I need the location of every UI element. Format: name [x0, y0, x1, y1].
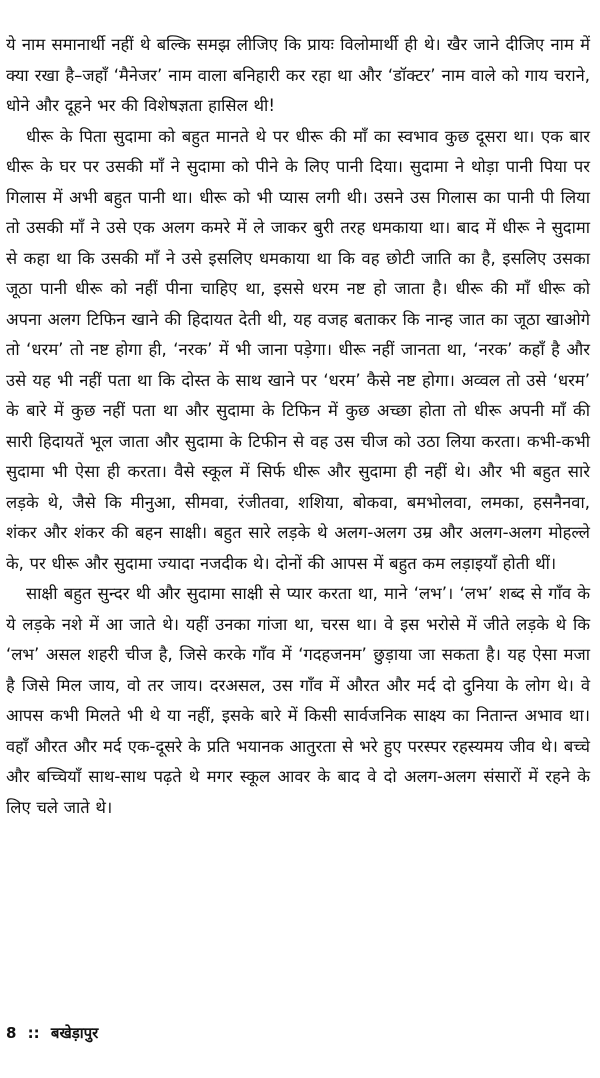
- footer-separator: ::: [27, 1024, 40, 1042]
- paragraph-2: धीरू के पिता सुदामा को बहुत मानते थे पर धीरू की माँ का स्वभाव कुछ दूसरा था। एक बार धीरू के घर पर उसकी माँ ने सुदामा को पीने के लिए पानी दिया। सुदामा ने थोड़ा पानी पिया पर गिलास में अभी बहुत पानी था। धीरू को भी प्यास लगी थी। उसने उस गिलास का पानी पी लिया तो उसकी माँ ने उसे एक अलग कमरे में ले जाकर बुरी तरह धमकाया था। बाद में धीरू ने सुदामा से कहा था कि उसकी माँ ने उसे इसलिए धमकाया था कि वह छोटी जाति का है, इसलिए उसका जूठा पानी धीरू को नहीं पीना चाहिए था, इससे धरम नष्ट हो जाता है। धीरू की माँ धीरू को अपना अलग टिफिन खाने की हिदायत देती थी, यह वजह बताकर कि नान्ह जात का जूठा खाओगे तो ‘धरम’ तो नष्ट होगा ही, ‘नरक’ में भी जाना पड़ेगा। धीरू नहीं जानता था, ‘नरक’ कहाँ है और उसे यह भी नहीं पता था कि दोस्त के साथ खाने पर ‘धरम’ कैसे नष्ट होगा। अव्वल तो उसे ‘धरम’ के बारे में कुछ नहीं पता था और सुदामा के टिफिन में कुछ अच्छा होता तो धीरू अपनी माँ की सारी हिदायतें भूल जाता और सुदामा के टिफीन से वह उस चीज को उठा लिया करता। कभी-कभी सुदामा भी ऐसा ही करता। वैसे स्कूल में सिर्फ धीरू और सुदामा ही नहीं थे। और भी बहुत सारे लड़के थे, जैसे कि मीनुआ, सीमवा, रंजीतवा, शशिया, बोकवा, बमभोलवा, लमका, हसनैनवा, शंकर और शंकर की बहन साक्षी। बहुत सारे लड़के थे अलग-अलग उम्र और अलग-अलग मोहल्ले के, पर धीरू और सुदामा ज्यादा नजदीक थे। दोनों की आपस में बहुत कम लड़ाइयाँ होती थीं।: [6, 126, 590, 573]
- paragraph-3: साक्षी बहुत सुन्दर थी और सुदामा साक्षी से प्यार करता था, माने ‘लभ’। ‘लभ’ शब्द से गाँव के ये लड़के नशे में आ जाते थे। यहीं उनका गांजा था, चरस था। वे इस भरोसे में जीते लड़के थे कि ‘लभ’ असल शहरी चीज है, जिसे करके गाँव में ‘गदहजनम’ छुड़ाया जा सकता है। यह ऐसा मजा है जिसे मिल जाय, वो तर जाय। दरअसल, उस गाँव में औरत और मर्द दो दुनिया के लोग थे। वे आपस कभी मिलते भी थे या नहीं, इसके बारे में किसी सार्वजनिक साक्ष्य का नितान्त अभाव था। वहाँ औरत और मर्द एक-दूसरे के प्रति भयानक आतुरता से भरे हुए परस्पर रहस्यमय जीव थे। बच्चे और बच्चियाँ साथ-साथ पढ़ते थे मगर स्कूल आवर के बाद वे दो अलग-अलग संसारों में रहने के लिए चले जाते थे।: [6, 584, 590, 817]
- page-body: [6, 30, 590, 823]
- page-footer: [6, 1023, 98, 1043]
- paragraph-1: ये नाम समानार्थी नहीं थे बल्कि समझ लीजिए कि प्रायः विलोमार्थी ही थे। खैर जाने दीजिए नाम में क्या रखा है–जहाँ ‘मैनेजर’ नाम वाला बनिहारी कर रहा था और ‘डॉक्टर’ नाम वाले को गाय चराने, धोने और दूहने भर की विशेषज्ञता हासिल थी!: [6, 35, 590, 115]
- page-number: 8: [6, 1024, 17, 1042]
- book-title: बखेड़ापुर: [50, 1024, 99, 1042]
